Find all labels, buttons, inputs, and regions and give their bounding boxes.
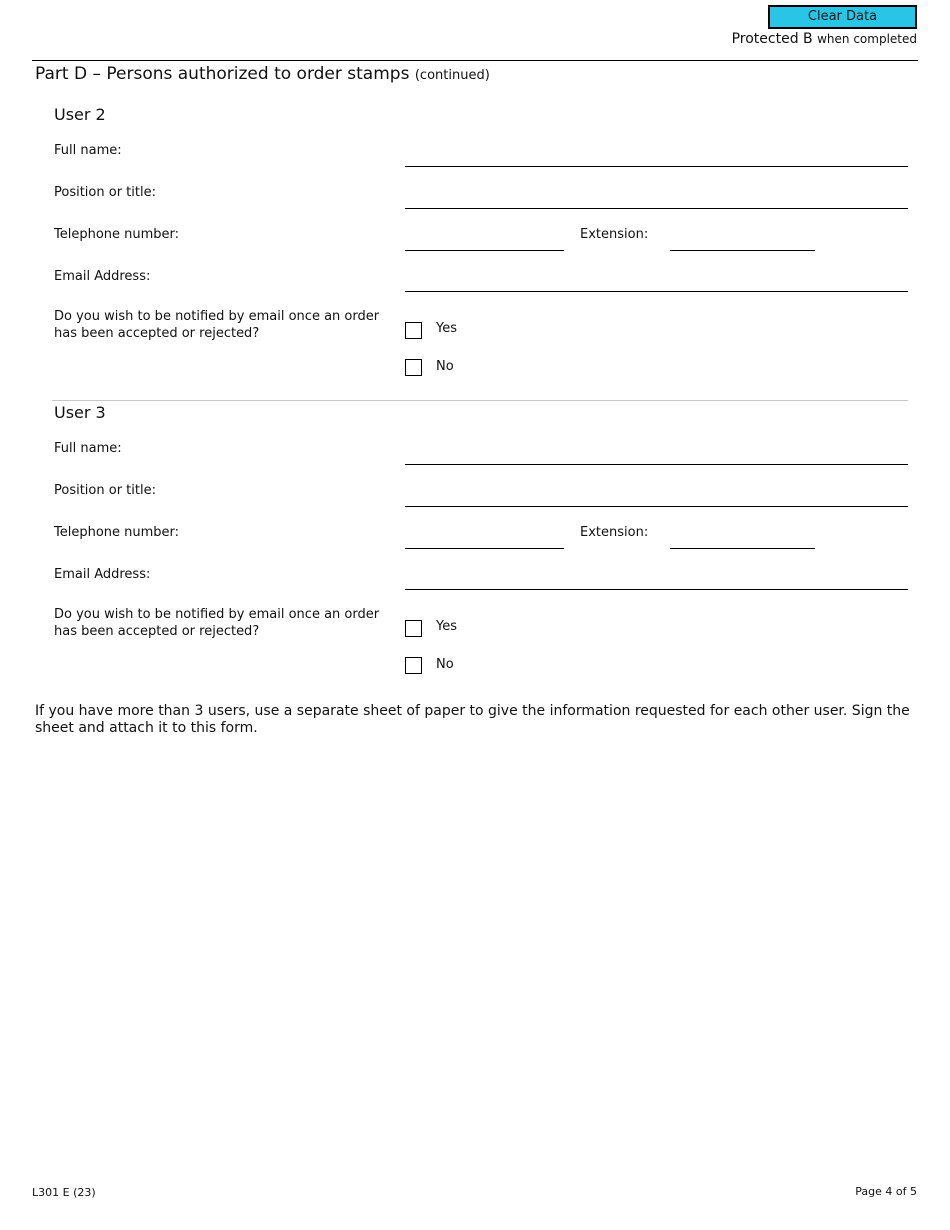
notify-yes-label: Yes [436,619,457,634]
user-heading: User 2 [54,105,106,124]
notify-no-checkbox[interactable] [405,657,422,674]
full-name-field[interactable] [405,464,908,465]
header-rule [32,60,918,61]
email-label: Email Address: [54,567,151,582]
extension-label: Extension: [580,227,649,242]
position-field[interactable] [405,208,908,209]
form-identifier: L301 E (23) [32,1186,96,1199]
extension-field[interactable] [670,250,815,251]
position-label: Position or title: [54,483,156,498]
full-name-label: Full name: [54,441,122,456]
clear-data-button[interactable]: Clear Data [768,5,917,29]
full-name-field[interactable] [405,166,908,167]
position-field[interactable] [405,506,908,507]
section-title-text: Part D – Persons authorized to order stamps [35,64,410,84]
user-divider [52,400,908,401]
extension-field[interactable] [670,548,815,549]
email-field[interactable] [405,291,908,292]
extension-label: Extension: [580,525,649,540]
telephone-label: Telephone number: [54,227,180,242]
position-label: Position or title: [54,185,156,200]
protected-label: Protected B [731,31,813,47]
notify-yes-checkbox[interactable] [405,322,422,339]
section-title [35,64,490,84]
full-name-label: Full name: [54,143,122,158]
user-heading: User 3 [54,403,106,422]
notify-question: Do you wish to be notified by email once an order has been accepted or rejected? [54,607,380,639]
section-title-suffix: (continued) [414,68,490,83]
telephone-field[interactable] [405,548,564,549]
telephone-label: Telephone number: [54,525,180,540]
email-label: Email Address: [54,269,151,284]
notify-yes-label: Yes [436,321,457,336]
notify-yes-checkbox[interactable] [405,620,422,637]
additional-users-note: If you have more than 3 users, use a separate sheet of paper to give the information requested for each other user. Sign the sheet and attach it to this form. [35,703,910,736]
protected-qualifier: when completed [817,32,917,46]
protected-status [732,31,917,47]
notify-no-checkbox[interactable] [405,359,422,376]
page-number: Page 4 of 5 [855,1185,917,1198]
email-field[interactable] [405,589,908,590]
notify-no-label: No [436,359,454,374]
telephone-field[interactable] [405,250,564,251]
notify-no-label: No [436,657,454,672]
notify-question: Do you wish to be notified by email once an order has been accepted or rejected? [54,309,380,341]
